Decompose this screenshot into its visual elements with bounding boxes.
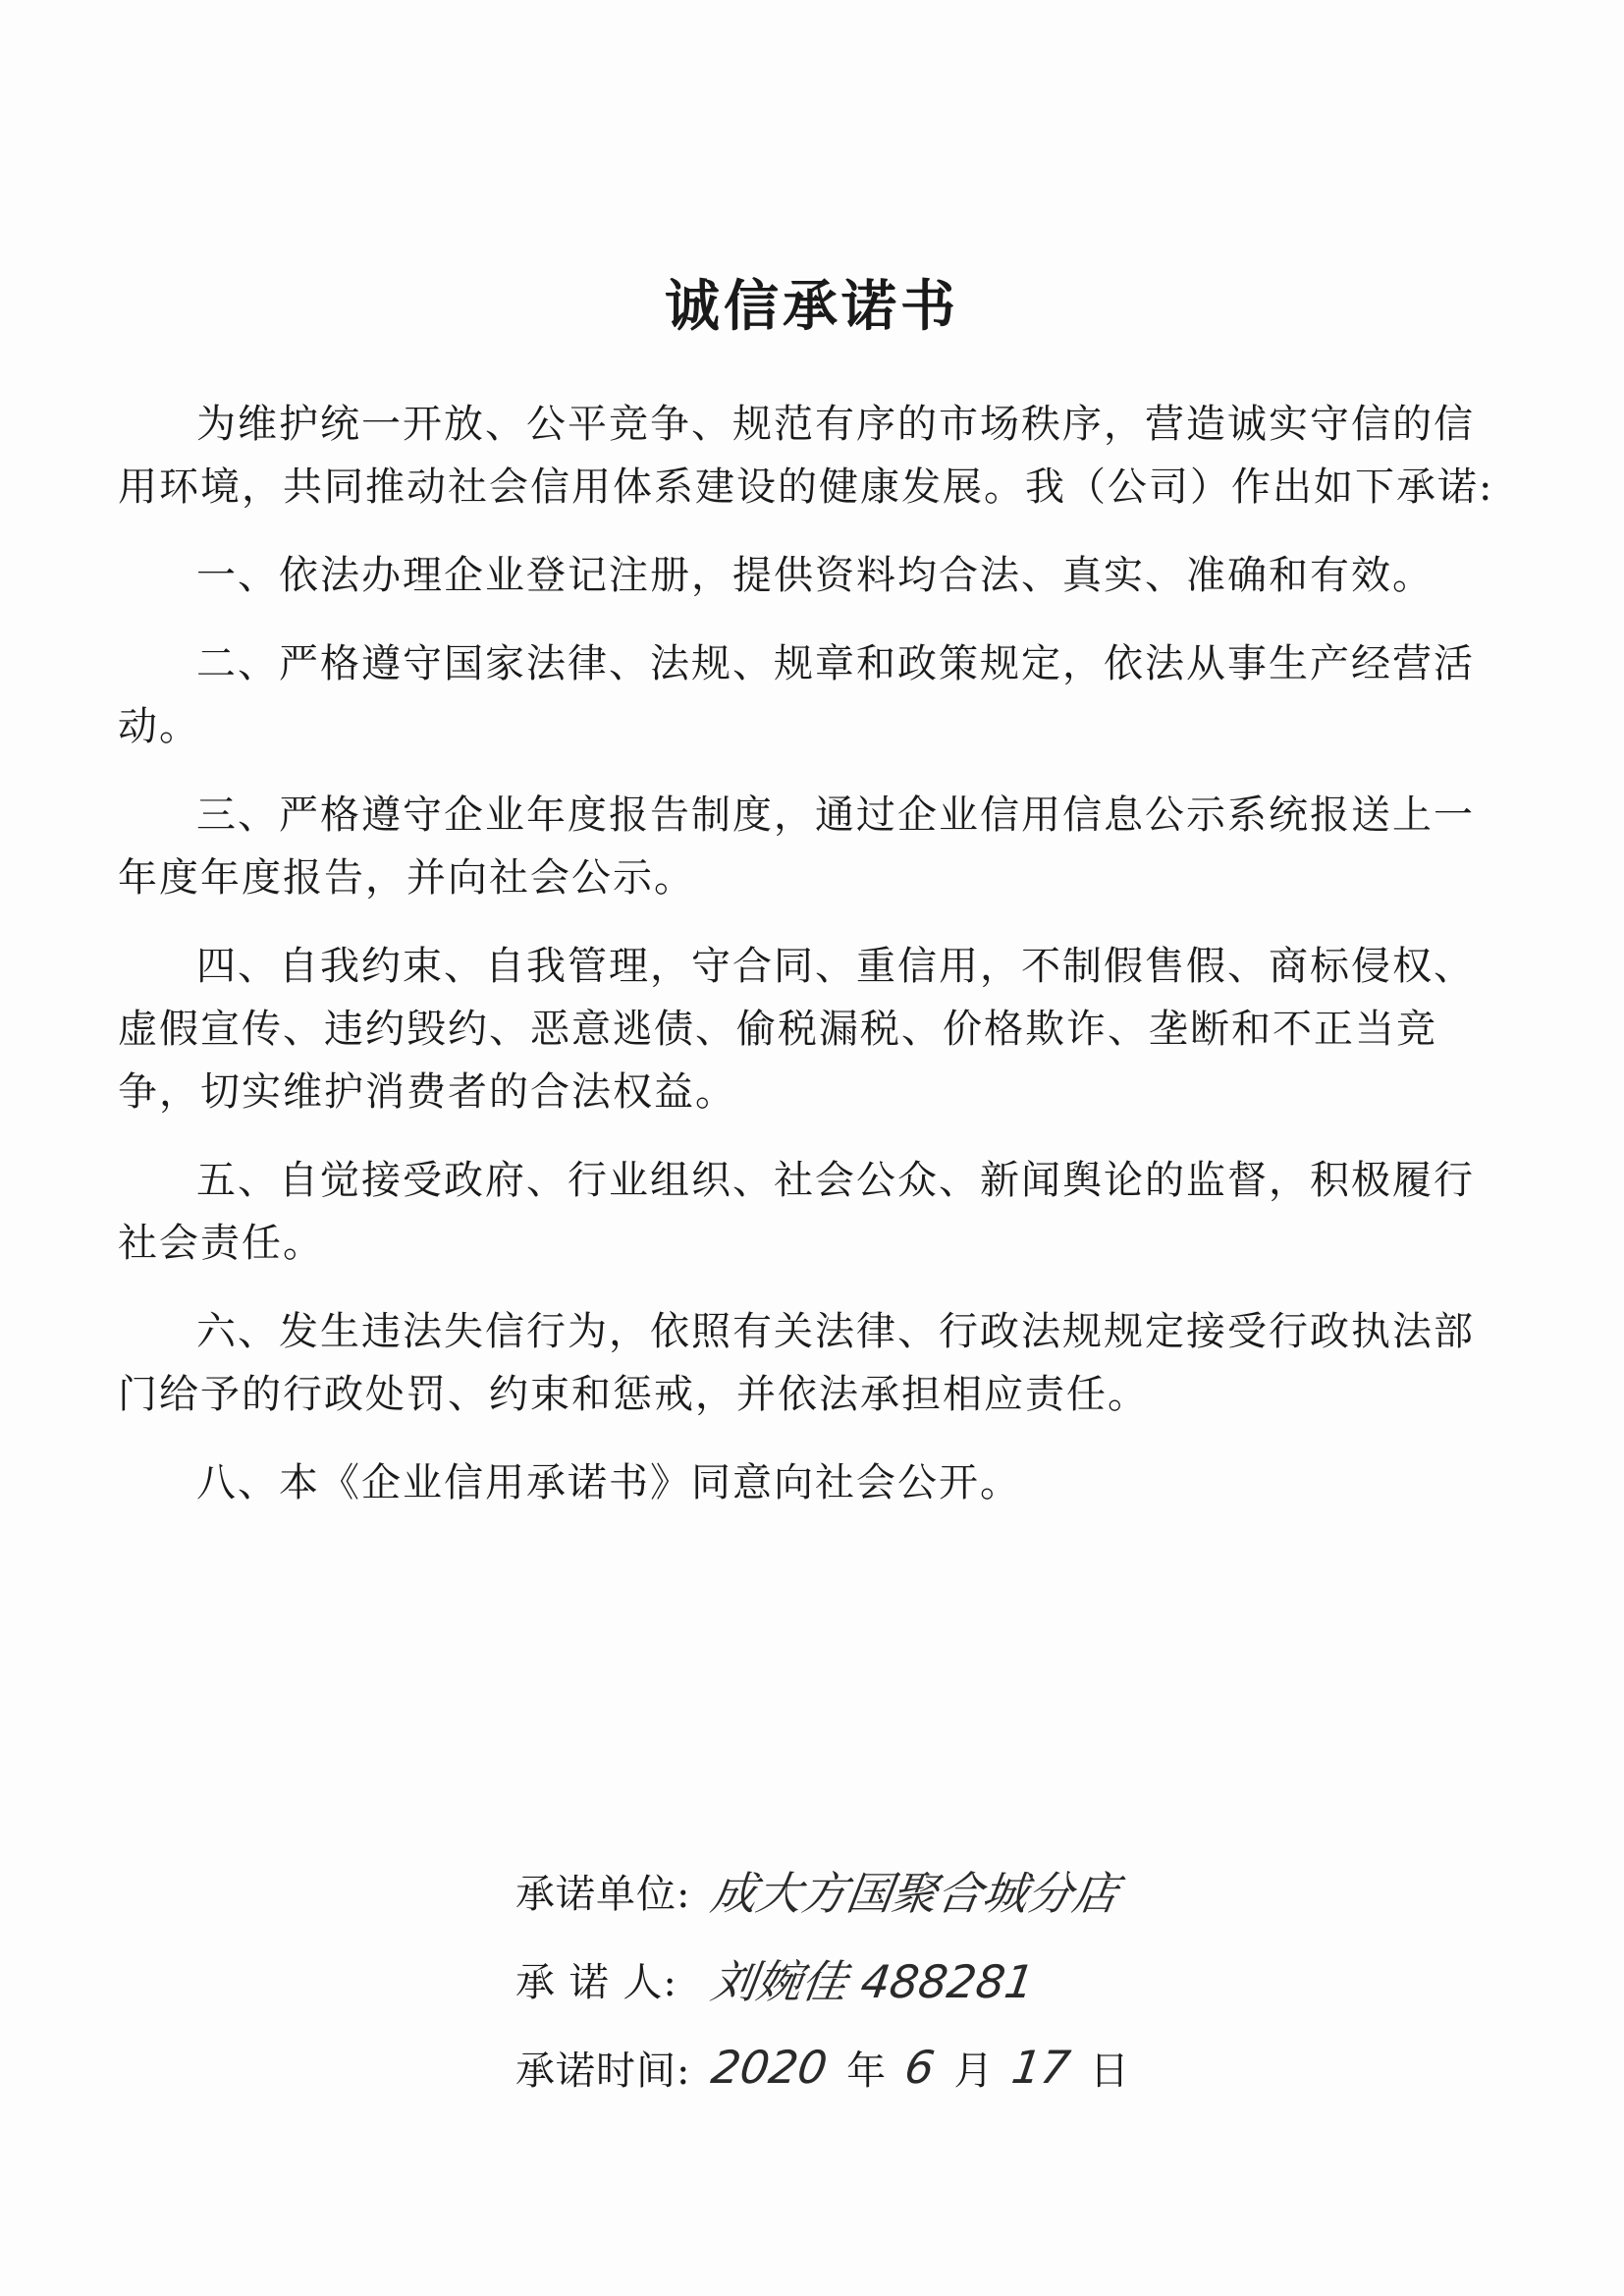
person-handwritten: 刘婉佳 488281 xyxy=(707,1955,1038,2008)
paragraph-4: 四、自我约束、自我管理，守合同、重信用，不制假售假、商标侵权、虚假宣传、违约毁约、恶意逃债、偷税漏税、价格欺诈、垄断和不正当竞争，切实维护消费者的合法权益。 xyxy=(118,944,1475,1115)
date-year: 2020 xyxy=(708,2041,831,2094)
unit-label: 承诺单位: xyxy=(515,1871,691,1917)
paragraph-5: 五、自觉接受政府、行业组织、社会公众、新闻舆论的监督，积极履行社会责任。 xyxy=(118,1158,1475,1266)
date-day: 17 xyxy=(1008,2041,1074,2094)
year-unit: 年 xyxy=(846,2048,887,2094)
date-month: 6 xyxy=(901,2041,939,2094)
paragraph-2: 二、严格遵守国家法律、法规、规章和政策规定，依法从事生产经营活动。 xyxy=(118,641,1475,749)
document-title: 诚信承诺书 xyxy=(665,275,959,339)
unit-handwritten: 成大方国聚合城分店 xyxy=(707,1867,1122,1920)
paragraph-8: 八、本《企业信用承诺书》同意向社会公开。 xyxy=(196,1460,1021,1505)
signature-unit-row xyxy=(515,1846,1399,1935)
signature-person-row xyxy=(515,1935,1399,2023)
day-unit: 日 xyxy=(1089,2048,1129,2094)
paragraph-intro: 为维护统一开放、公平竞争、规范有序的市场秩序，营造诚实守信的信用环境，共同推动社会信用体系建设的健康发展。我（公司）作出如下承诺: xyxy=(118,402,1494,510)
paragraph-3: 三、严格遵守企业年度报告制度，通过企业信用信息公示系统报送上一年度年度报告，并向社会公示。 xyxy=(118,793,1475,901)
month-unit: 月 xyxy=(953,2048,994,2094)
person-label: 承 诺 人: xyxy=(515,1959,677,2005)
paragraph-6: 六、发生违法失信行为，依照有关法律、行政法规规定接受行政执法部门给予的行政处罚、约束和惩戒，并依法承担相应责任。 xyxy=(118,1309,1475,1417)
date-label: 承诺时间: xyxy=(515,2048,691,2094)
paragraph-1: 一、依法办理企业登记注册，提供资料均合法、真实、准确和有效。 xyxy=(196,553,1434,598)
signature-date-row xyxy=(515,2023,1399,2111)
document-body xyxy=(118,393,1512,1540)
signature-block xyxy=(515,1846,1399,2111)
